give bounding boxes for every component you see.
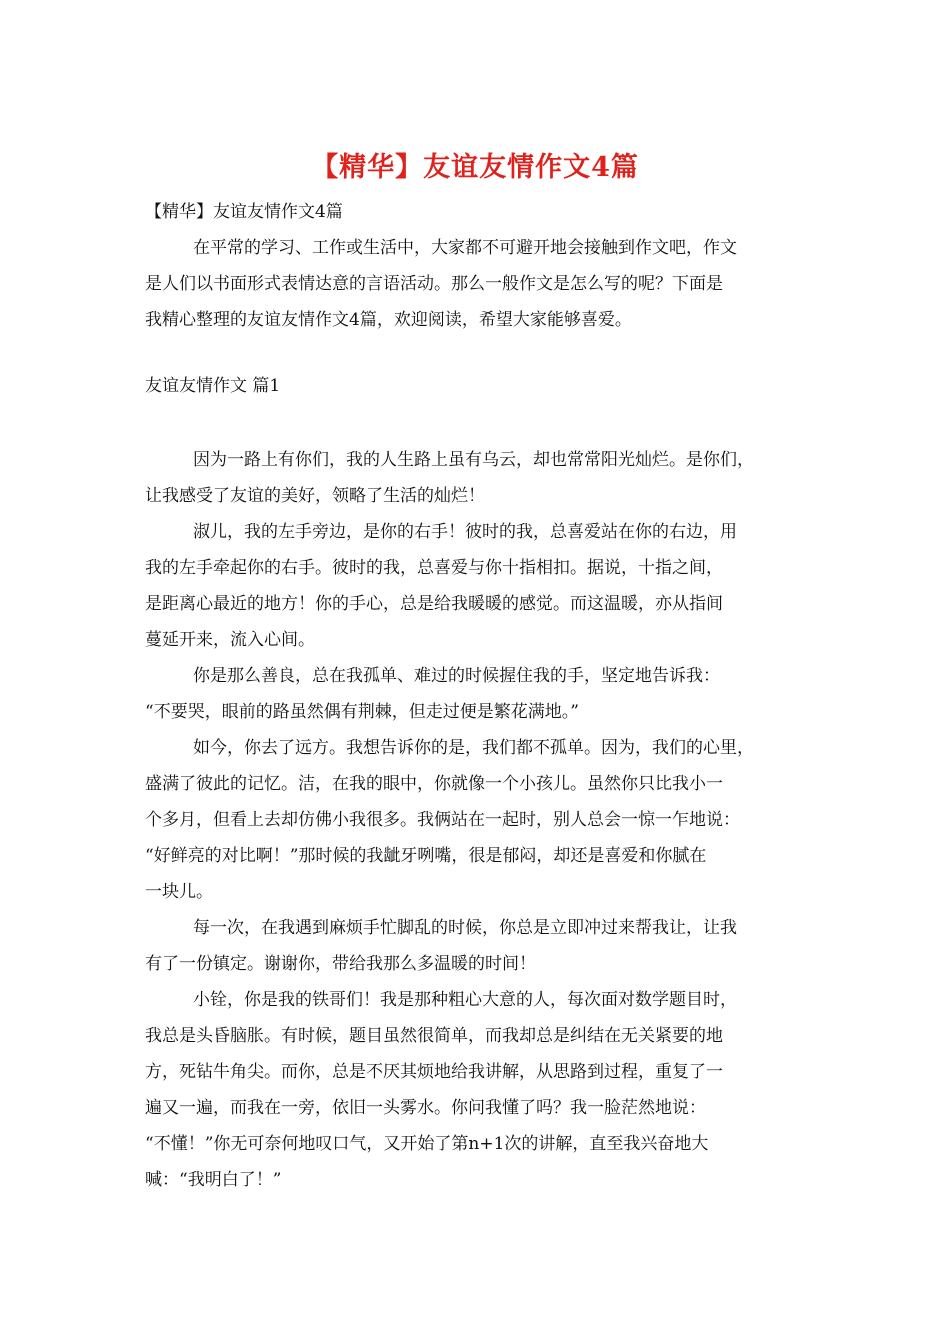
body-line: 有了一份镇定。谢谢你，带给我那么多温暖的时间！	[145, 954, 536, 974]
body-line: 盛满了彼此的记忆。洁，在我的眼中，你就像一个小孩儿。虽然你只比我小一	[145, 774, 723, 794]
body-line: “不懂！”你无可奈何地叹口气，又开始了第n+1次的讲解，直至我兴奋地大	[145, 1134, 709, 1154]
body-line: 淑儿，我的左手旁边，是你的右手！彼时的我，总喜爱站在你的右边，用	[193, 522, 737, 542]
body-line: 方，死钻牛角尖。而你，总是不厌其烦地给我讲解，从思路到过程，重复了一	[145, 1062, 723, 1082]
body-line: 个多月，但看上去却仿佛小我很多。我俩站在一起时，别人总会一惊一乍地说：	[145, 810, 740, 830]
body-line: 蔓延开来，流入心间。	[145, 630, 315, 650]
body-line: “好鲜亮的对比啊！”那时候的我龇牙咧嘴，很是郁闷，却还是喜爱和你腻在	[145, 846, 707, 866]
body-line: 遍又一遍，而我在一旁，依旧一头雾水。你问我懂了吗？我一脸茫然地说：	[145, 1098, 706, 1118]
body-line: 每一次，在我遇到麻烦手忙脚乱的时候，你总是立即冲过来帮我让，让我	[193, 918, 737, 938]
body-line: 因为一路上有你们，我的人生路上虽有乌云，却也常常阳光灿烂。是你们，	[193, 450, 754, 470]
section-heading: 友谊友情作文 篇1	[145, 376, 281, 396]
intro-line: 是人们以书面形式表情达意的言语活动。那么一般作文是怎么写的呢？下面是	[145, 274, 723, 294]
intro-line: 在平常的学习、工作或生活中，大家都不可避开地会接触到作文吧，作文	[193, 238, 737, 258]
body-line: 是距离心最近的地方！你的手心，总是给我暖暖的感觉。而这温暖，亦从指间	[145, 594, 723, 614]
body-line: 喊：“我明白了！”	[145, 1170, 282, 1190]
document-title: 【精华】友谊友情作文4篇	[311, 152, 639, 183]
body-line: 你是那么善良，总在我孤单、难过的时候握住我的手，坚定地告诉我：	[193, 666, 720, 686]
body-line: 小铨，你是我的铁哥们！我是那种粗心大意的人，每次面对数学题目时，	[193, 990, 737, 1010]
body-line: 一块儿。	[145, 882, 213, 902]
document-body	[145, 194, 815, 1198]
body-line: 如今，你去了远方。我想告诉你的是，我们都不孤单。因为，我们的心里，	[193, 738, 754, 758]
spacer	[145, 404, 815, 442]
body-line: 让我感受了友谊的美好，领略了生活的灿烂！	[145, 486, 485, 506]
body-line: “不要哭，眼前的路虽然偶有荆棘，但走过便是繁花满地。”	[145, 702, 579, 722]
body-line: 我总是头昏脑胀。有时候，题目虽然很简单，而我却总是纠结在无关紧要的地	[145, 1026, 723, 1046]
intro-line: 我精心整理的友谊友情作文4篇，欢迎阅读，希望大家能够喜爱。	[145, 310, 632, 330]
spacer	[145, 338, 815, 368]
body-line: 我的左手牵起你的右手。彼时的我，总喜爱与你十指相扣。据说，十指之间，	[145, 558, 723, 578]
document-subtitle: 【精华】友谊友情作文4篇	[145, 202, 343, 222]
